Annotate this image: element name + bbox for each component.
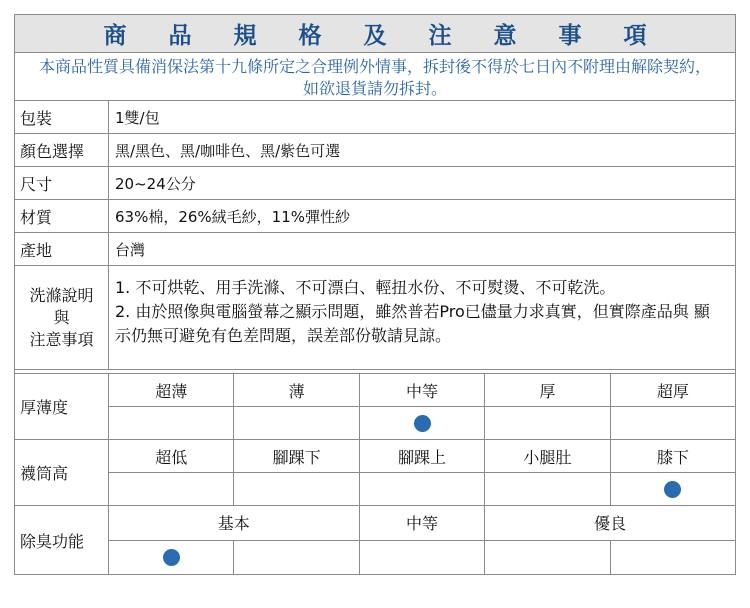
spec-row-origin	[15, 233, 735, 266]
rating-option: 基本	[109, 506, 360, 540]
care-instructions-row	[15, 266, 735, 370]
rating-option: 超厚	[656, 381, 689, 401]
rating-slot	[234, 473, 359, 505]
title-bar	[15, 15, 735, 53]
rating-grid	[109, 440, 735, 505]
care-text	[109, 266, 735, 369]
care-label	[15, 266, 109, 369]
rating-option: 腳踝上	[360, 440, 485, 472]
rating-option: 超低	[109, 440, 234, 472]
return-policy-notice: 本商品性質具備消保法第十九條所定之合理例外情事，拆封後不得於七日內不附理由解除契約，如欲退貨請勿拆封。	[15, 53, 735, 101]
rating-slot	[109, 407, 234, 439]
spec-label: 包裝	[15, 101, 109, 133]
rating-thickness	[15, 374, 735, 440]
rating-slot	[234, 541, 359, 575]
rating-option: 膝下	[656, 447, 689, 467]
spec-label: 材質	[15, 200, 109, 232]
rating-label: 厚薄度	[15, 374, 109, 439]
rating-label: 襪筒高	[15, 440, 109, 505]
spec-row-color	[15, 134, 735, 167]
care-item-1: 1. 不可烘乾、用手洗滌、不可漂白、輕扭水份、不可熨燙、不可乾洗。	[115, 278, 616, 297]
care-label-line: 與	[53, 307, 70, 327]
rating-slot	[360, 473, 485, 505]
rating-slot	[611, 407, 735, 439]
spec-value: 63%棉，26%絨毛紗，11%彈性紗	[115, 207, 351, 226]
rating-option: 薄	[234, 374, 359, 406]
spec-row-packaging	[15, 101, 735, 134]
selected-indicator	[163, 549, 180, 566]
rating-slot	[360, 407, 485, 439]
rating-sock-height	[15, 440, 735, 506]
rating-option: 超薄	[109, 374, 234, 406]
rating-slot	[611, 541, 735, 575]
rating-slot	[109, 473, 234, 505]
rating-grid	[109, 506, 735, 574]
spec-label: 產地	[15, 233, 109, 265]
selected-indicator	[664, 481, 681, 498]
rating-slot	[485, 473, 610, 505]
spec-value: 黑/黑色、黑/咖啡色、黑/紫色可選	[115, 141, 341, 160]
rating-slot	[611, 473, 735, 505]
rating-slot	[485, 541, 610, 575]
rating-slot	[360, 541, 485, 575]
rating-deodorant	[15, 506, 735, 574]
rating-option: 厚	[485, 374, 610, 406]
spec-value: 1雙/包	[115, 108, 160, 127]
spec-value: 20~24公分	[115, 174, 196, 193]
selected-indicator	[414, 415, 431, 432]
spec-table	[14, 14, 736, 575]
spec-row-size	[15, 167, 735, 200]
rating-option: 腳踝下	[234, 440, 359, 472]
spec-label: 顏色選擇	[15, 134, 109, 166]
spec-label: 尺寸	[15, 167, 109, 199]
spec-row-material	[15, 200, 735, 233]
rating-option: 優良	[594, 514, 627, 534]
rating-option: 中等	[360, 374, 485, 406]
care-item-2: 2. 由於照像與電腦螢幕之顯示問題，雖然普若Pro已儘量力求真實，但實際產品與 顯示仍無可避免有色差問題，誤差部份敬請見諒。	[115, 302, 710, 345]
rating-option: 小腿肚	[485, 440, 610, 472]
spec-value: 台灣	[115, 240, 146, 259]
page-title: 商 品 規 格 及 注 意 事 項	[103, 23, 664, 49]
rating-grid	[109, 374, 735, 439]
rating-slot	[485, 407, 610, 439]
care-label-line: 洗滌說明	[29, 285, 94, 305]
care-label-line: 注意事項	[29, 329, 94, 349]
rating-slot	[234, 407, 359, 439]
rating-label: 除臭功能	[15, 506, 109, 574]
rating-slot	[109, 541, 234, 575]
rating-option: 中等	[360, 506, 486, 540]
